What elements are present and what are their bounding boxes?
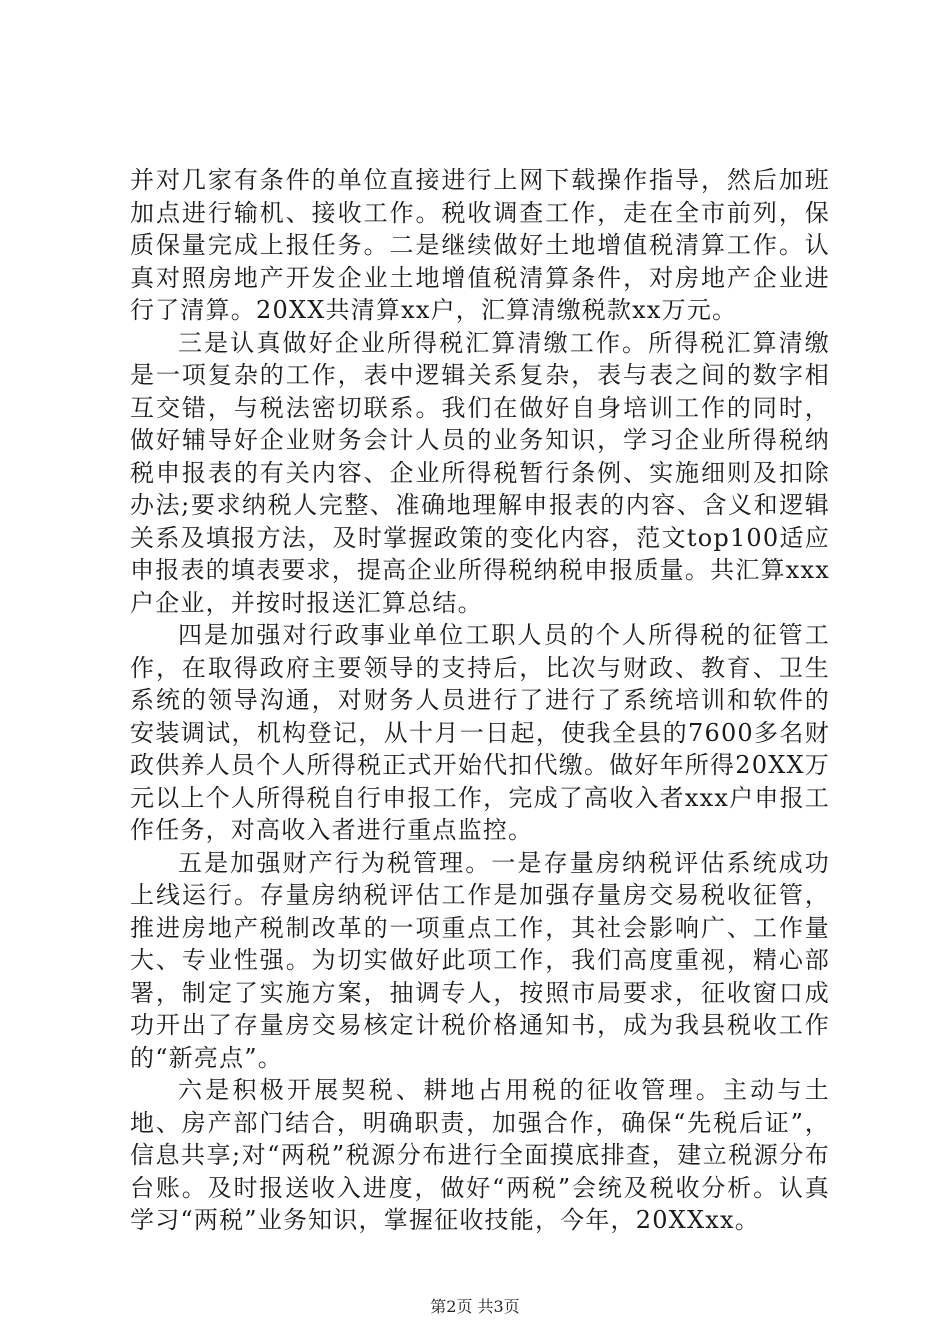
paragraph-continuation: 并对几家有条件的单位直接进行上网下载操作指导，然后加班加点进行输机、接收工作。税收调查工作，走在全市前列，保质保量完成上报任务。二是继续做好土地增值税清算工作。认真对照房地产开发企业土地增值税清算条件，对房地产企业进行了清算。20XX共清算xx户，汇算清缴税款xx万元。 [130,166,830,324]
document-body [130,164,830,1237]
paragraph-property-tax: 五是加强财产行为税管理。一是存量房纳税评估系统成功上线运行。存量房纳税评估工作是加强存量房交易税收征管，推进房地产税制改革的一项重点工作，其社会影响广、工作量大、专业性强。为切实做好此项工作，我们高度重视，精心部署，制定了实施方案，抽调专人，按照市局要求，征收窗口成功开出了存量房交易核定计税价格通知书，成为我县税收工作的“新亮点”。 [130,848,830,1072]
paragraph-personal-tax: 四是加强对行政事业单位工职人员的个人所得税的征管工作，在取得政府主要领导的支持后，比次与财政、教育、卫生系统的领导沟通，对财务人员进行了进行了系统培训和软件的安装调试，机构登记，从十月一日起，使我全县的7600多名财政供养人员个人所得税正式开始代扣代缴。做好年所得20XX万元以上个人所得税自行申报工作，完成了高收入者xxx户申报工作任务，对高收入者进行重点监控。 [130,621,830,844]
paragraph-income-tax: 三是认真做好企业所得税汇算清缴工作。所得税汇算清缴是一项复杂的工作，表中逻辑关系复杂，表与表之间的数字相互交错，与税法密切联系。我们在做好自身培训工作的同时，做好辅导好企业财务会计人员的业务知识，学习企业所得税纳税申报表的有关内容、企业所得税暂行条例、实施细则及扣除办法;要求纳税人完整、准确地理解申报表的内容、含义和逻辑关系及填报方法，及时掌握政策的变化内容，范文top100适应申报表的填表要求，提高企业所得税纳税申报质量。共汇算xxx户企业，并按时报送汇算总结。 [130,328,830,617]
paragraph-deed-tax: 六是积极开展契税、耕地占用税的征收管理。主动与土地、房产部门结合，明确职责，加强合作，确保“先税后证”，信息共享;对“两税”税源分布进行全面摸底排查，建立税源分布台账。及时报送收入进度，做好“两税”会统及税收分析。认真学习“两税”业务知识，掌握征收技能，今年，20XXxx。 [130,1076,830,1234]
page-number-footer: 第2页 共3页 [430,1297,520,1316]
